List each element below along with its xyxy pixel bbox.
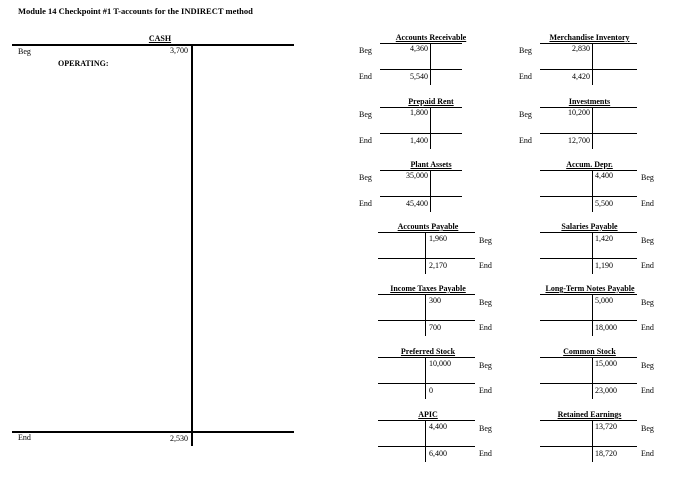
end-label: End bbox=[641, 386, 654, 395]
account-title: Accounts Payable bbox=[397, 222, 459, 231]
beg-value: 4,400 bbox=[429, 422, 447, 431]
t-divider bbox=[592, 170, 593, 212]
t-top-line bbox=[378, 357, 475, 358]
end-label: End bbox=[519, 136, 532, 145]
beg-label: Beg bbox=[479, 236, 492, 245]
t-bottom-line bbox=[378, 383, 475, 384]
end-value: 0 bbox=[429, 386, 433, 395]
end-value: 6,400 bbox=[429, 449, 447, 458]
beg-value: 5,000 bbox=[595, 296, 613, 305]
end-value: 18,720 bbox=[595, 449, 617, 458]
account-title: Long-Term Notes Payable bbox=[545, 284, 635, 293]
t-bottom-line bbox=[540, 446, 637, 447]
end-label: End bbox=[641, 261, 654, 270]
t-top-line bbox=[378, 294, 475, 295]
t-top-line bbox=[540, 357, 637, 358]
cash-top-line bbox=[12, 44, 294, 46]
beg-value: 10,200 bbox=[568, 108, 590, 117]
t-bottom-line bbox=[380, 133, 462, 134]
end-value: 23,000 bbox=[595, 386, 617, 395]
t-divider bbox=[425, 420, 426, 462]
beg-value: 13,720 bbox=[595, 422, 617, 431]
end-label: End bbox=[479, 323, 492, 332]
t-top-line bbox=[540, 420, 637, 421]
end-label: End bbox=[359, 72, 372, 81]
end-label: End bbox=[479, 449, 492, 458]
beg-label: Beg bbox=[479, 298, 492, 307]
account-title: Common Stock bbox=[563, 347, 616, 356]
end-value: 2,170 bbox=[429, 261, 447, 270]
t-top-line bbox=[378, 232, 475, 233]
end-label: End bbox=[359, 136, 372, 145]
t-bottom-line bbox=[540, 258, 637, 259]
beg-value: 15,000 bbox=[595, 359, 617, 368]
account-title: Accum. Depr. bbox=[566, 160, 613, 169]
end-value: 1,190 bbox=[595, 261, 613, 270]
end-value: 5,540 bbox=[410, 72, 428, 81]
t-divider bbox=[425, 232, 426, 274]
beg-value: 10,000 bbox=[429, 359, 451, 368]
beg-label: Beg bbox=[359, 110, 372, 119]
beg-label: Beg bbox=[641, 236, 654, 245]
end-label: End bbox=[479, 386, 492, 395]
t-divider bbox=[592, 232, 593, 274]
end-value: 700 bbox=[429, 323, 441, 332]
beg-value: 35,000 bbox=[406, 171, 428, 180]
account-title: Investments bbox=[568, 97, 611, 106]
account-title: Salaries Payable bbox=[561, 222, 618, 231]
end-value: 5,500 bbox=[595, 199, 613, 208]
end-value: 4,420 bbox=[572, 72, 590, 81]
t-bottom-line bbox=[380, 196, 462, 197]
end-label: End bbox=[641, 449, 654, 458]
end-value: 18,000 bbox=[595, 323, 617, 332]
account-title: Accounts Receivable bbox=[395, 33, 467, 42]
cash-beg-value: 3,700 bbox=[170, 46, 188, 55]
beg-label: Beg bbox=[359, 173, 372, 182]
t-divider bbox=[592, 43, 593, 85]
t-divider bbox=[425, 294, 426, 336]
t-bottom-line bbox=[378, 446, 475, 447]
beg-label: Beg bbox=[479, 424, 492, 433]
end-value: 1,400 bbox=[410, 136, 428, 145]
beg-value: 2,830 bbox=[572, 44, 590, 53]
beg-value: 300 bbox=[429, 296, 441, 305]
t-top-line bbox=[540, 170, 637, 171]
t-divider bbox=[592, 357, 593, 399]
cash-end-label: End bbox=[18, 433, 31, 442]
end-value: 45,400 bbox=[406, 199, 428, 208]
t-divider bbox=[430, 170, 431, 212]
end-label: End bbox=[519, 72, 532, 81]
beg-label: Beg bbox=[641, 298, 654, 307]
beg-value: 1,800 bbox=[410, 108, 428, 117]
account-title: Plant Assets bbox=[410, 160, 452, 169]
beg-value: 1,960 bbox=[429, 234, 447, 243]
cash-bottom-line bbox=[12, 431, 294, 433]
t-top-line bbox=[540, 232, 637, 233]
beg-value: 4,360 bbox=[410, 44, 428, 53]
beg-value: 1,420 bbox=[595, 234, 613, 243]
beg-label: Beg bbox=[359, 46, 372, 55]
t-bottom-line bbox=[378, 258, 475, 259]
t-bottom-line bbox=[540, 69, 637, 70]
t-divider bbox=[430, 43, 431, 85]
cash-end-value: 2,530 bbox=[170, 434, 188, 443]
beg-label: Beg bbox=[641, 424, 654, 433]
t-divider bbox=[425, 357, 426, 399]
end-label: End bbox=[359, 199, 372, 208]
t-bottom-line bbox=[540, 196, 637, 197]
account-title: Income Taxes Payable bbox=[390, 284, 466, 293]
account-title: Merchandise Inventory bbox=[549, 33, 630, 42]
end-label: End bbox=[641, 199, 654, 208]
beg-label: Beg bbox=[641, 173, 654, 182]
beg-label: Beg bbox=[519, 46, 532, 55]
t-divider bbox=[592, 107, 593, 149]
t-bottom-line bbox=[540, 383, 637, 384]
beg-label: Beg bbox=[641, 361, 654, 370]
cash-divider bbox=[191, 44, 193, 446]
account-title: APIC bbox=[418, 410, 438, 419]
beg-value: 4,400 bbox=[595, 171, 613, 180]
account-title: Prepaid Rent bbox=[408, 97, 454, 106]
t-bottom-line bbox=[540, 133, 637, 134]
account-title: Preferred Stock bbox=[400, 347, 456, 356]
account-title: Retained Earnings bbox=[557, 410, 622, 419]
cash-beg-label: Beg bbox=[18, 47, 31, 56]
end-label: End bbox=[641, 323, 654, 332]
page-title: Module 14 Checkpoint #1 T-accounts for the INDIRECT method bbox=[18, 6, 253, 16]
t-bottom-line bbox=[380, 69, 462, 70]
t-divider bbox=[592, 294, 593, 336]
beg-label: Beg bbox=[479, 361, 492, 370]
cash-title: CASH bbox=[148, 34, 172, 43]
t-bottom-line bbox=[540, 320, 637, 321]
t-top-line bbox=[540, 294, 637, 295]
end-label: End bbox=[479, 261, 492, 270]
t-divider bbox=[592, 420, 593, 462]
t-divider bbox=[430, 107, 431, 149]
end-value: 12,700 bbox=[568, 136, 590, 145]
operating-label: OPERATING: bbox=[58, 59, 109, 68]
t-top-line bbox=[378, 420, 475, 421]
beg-label: Beg bbox=[519, 110, 532, 119]
t-bottom-line bbox=[378, 320, 475, 321]
